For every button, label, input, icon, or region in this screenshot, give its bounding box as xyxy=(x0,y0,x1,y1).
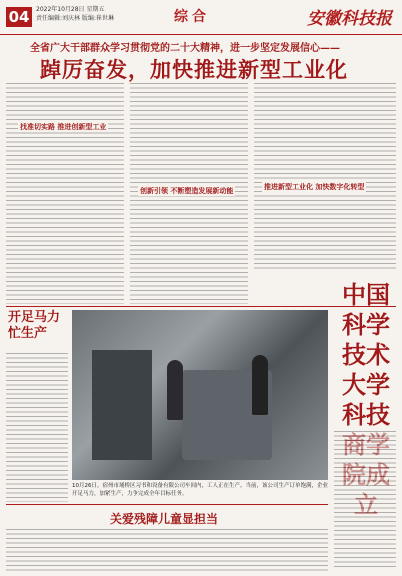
spacer xyxy=(334,282,336,283)
worker-figure xyxy=(167,360,183,420)
main-subhead: 创新引领 不断塑造发展新动能 xyxy=(140,187,234,195)
main-kicker: 全省广大干部群众学习贯彻党的二十大精神，进一步坚定发展信心—— xyxy=(30,43,340,54)
photo-caption: 10月26日，宿州市埇桥区习书和设备有限公司车间内，工人正在生产。当前，该公司生产订单饱满，企业开足马力，加紧生产，力争完成全年目标任务。 xyxy=(72,483,329,497)
newspaper-logo: 安徽科技报 xyxy=(307,9,392,29)
page-number: 04 xyxy=(6,7,32,27)
factory-photo xyxy=(72,310,328,480)
sidebar-text xyxy=(6,352,68,502)
page-header xyxy=(0,0,402,35)
main-text-column xyxy=(254,82,396,272)
bottom-text xyxy=(6,528,328,572)
header-meta xyxy=(36,5,114,23)
bottom-headline: 关爱残障儿童显担当 xyxy=(110,512,219,526)
main-subhead: 推进新型工业化 加快数字化转型 xyxy=(264,183,365,191)
machine-shape xyxy=(92,350,152,460)
right-headline: 中国科学技术大学科技 xyxy=(342,280,390,429)
sidebar-headline: 开足马力忙生产 xyxy=(8,310,61,341)
main-subhead: 找准切实路 推进创新型工业 xyxy=(20,123,107,131)
main-headline: 踔厉奋发，加快推进新型工业化 xyxy=(40,57,348,82)
date-line: 2022年10月28日 星期五 xyxy=(36,6,105,13)
section-title: 综合 xyxy=(174,9,210,25)
section-divider xyxy=(6,504,328,505)
main-text-column xyxy=(6,82,124,304)
worker-figure xyxy=(252,355,268,415)
right-text xyxy=(334,430,396,570)
editor-line: 责任编辑:刘庆林 版编:崔世琳 xyxy=(36,15,114,22)
